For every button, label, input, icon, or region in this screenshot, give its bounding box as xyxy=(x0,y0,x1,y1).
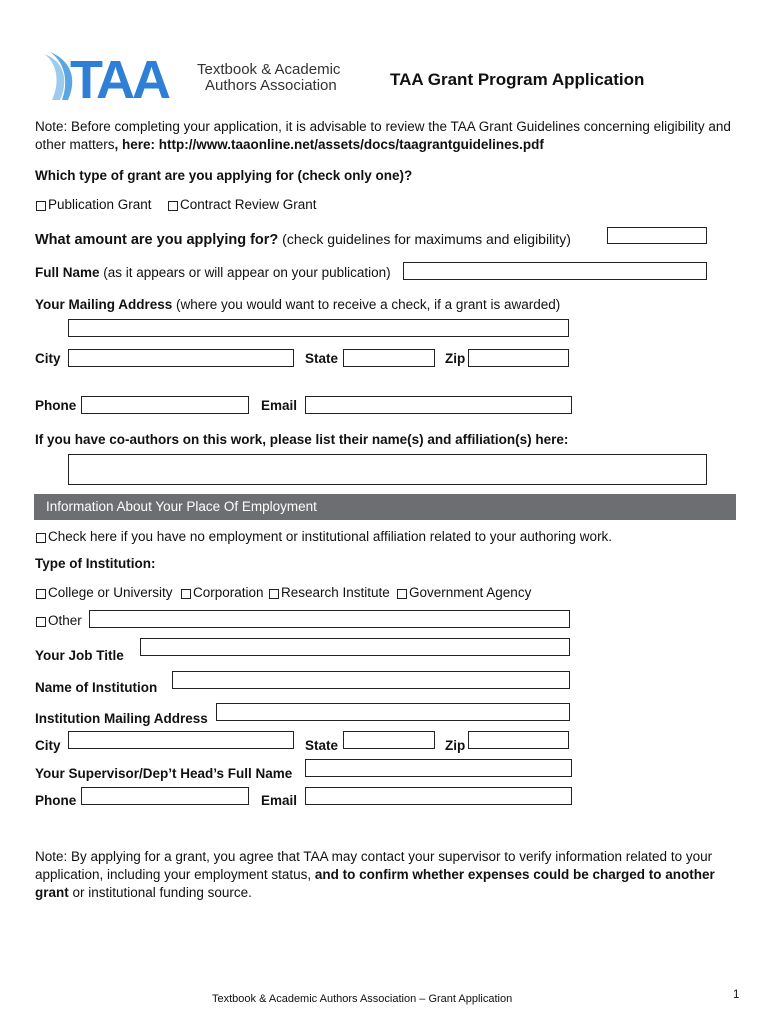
no-affiliation-option[interactable] xyxy=(36,529,612,544)
state-input[interactable] xyxy=(343,349,435,367)
institution-name-label: Name of Institution xyxy=(35,680,158,695)
city-input[interactable] xyxy=(68,349,294,367)
full-name-label-bold: Full Name xyxy=(35,265,100,280)
mailing-address-label-rest: (where you would want to receive a check, if a grant is awarded) xyxy=(172,297,561,312)
full-name-input[interactable] xyxy=(403,262,707,280)
footer-text: Textbook & Academic Authors Association – Grant Application xyxy=(212,993,513,1005)
phone-label: Phone xyxy=(35,398,77,413)
no-affiliation-checkbox[interactable] xyxy=(36,533,46,543)
employment-section-header: Information About Your Place Of Employment xyxy=(34,494,736,520)
institution-phone-input[interactable] xyxy=(81,787,249,805)
government-agency-option[interactable] xyxy=(397,585,531,600)
coauthors-label: If you have co-authors on this work, please list their name(s) and affiliation(s) here: xyxy=(35,432,569,447)
contract-review-grant-option[interactable] xyxy=(168,197,317,212)
other-label: Other xyxy=(48,613,82,628)
amount-label-bold: What amount are you applying for? xyxy=(35,232,279,248)
corporation-option[interactable] xyxy=(181,585,264,600)
institution-address-label: Institution Mailing Address xyxy=(35,711,208,726)
grant-type-question: Which type of grant are you applying for (check only one)? xyxy=(35,168,413,183)
institution-city-input[interactable] xyxy=(68,731,294,749)
other-option[interactable] xyxy=(36,613,82,628)
amount-input[interactable] xyxy=(607,227,707,244)
coauthors-input[interactable] xyxy=(68,454,707,485)
institution-phone-label: Phone xyxy=(35,793,77,808)
city-label: City xyxy=(35,351,61,366)
institution-name-input[interactable] xyxy=(172,671,570,689)
mailing-address-input[interactable] xyxy=(68,319,569,337)
state-label: State xyxy=(305,351,339,366)
publication-grant-label: Publication Grant xyxy=(48,197,152,212)
research-institute-option[interactable] xyxy=(269,585,390,600)
corporation-label: Corporation xyxy=(193,585,264,600)
institution-zip-input[interactable] xyxy=(468,731,569,749)
email-label: Email xyxy=(261,398,298,413)
college-university-option[interactable] xyxy=(36,585,173,600)
page-number: 1 xyxy=(733,989,740,1001)
college-university-checkbox[interactable] xyxy=(36,589,46,599)
zip-label: Zip xyxy=(445,351,466,366)
job-title-label: Your Job Title xyxy=(35,648,124,663)
government-agency-label: Government Agency xyxy=(409,585,532,600)
institution-city-label: City xyxy=(35,738,61,753)
logo-line-2: Authors Association xyxy=(205,77,337,94)
note-bottom xyxy=(35,848,740,902)
mailing-address-label-bold: Your Mailing Address xyxy=(35,297,173,312)
institution-state-input[interactable] xyxy=(343,731,435,749)
research-institute-label: Research Institute xyxy=(281,585,390,600)
mailing-address-label xyxy=(35,297,560,312)
note-bottom-tail: or institutional funding source. xyxy=(68,885,252,900)
corporation-checkbox[interactable] xyxy=(181,589,191,599)
institution-zip-label: Zip xyxy=(445,738,466,753)
college-university-label: College or University xyxy=(48,585,173,600)
amount-label xyxy=(35,231,571,248)
supervisor-input[interactable] xyxy=(305,759,572,777)
note-bottom-bold: and to confirm whether expenses could be charged to another grant xyxy=(35,867,715,900)
job-title-input[interactable] xyxy=(140,638,570,656)
note-top-link[interactable]: , here: http://www.taaonline.net/assets/docs/taagrantguidelines.pdf xyxy=(114,137,544,152)
publication-grant-option[interactable] xyxy=(36,197,152,212)
note-top xyxy=(35,118,740,154)
publication-grant-checkbox[interactable] xyxy=(36,201,46,211)
email-input[interactable] xyxy=(305,396,572,414)
institution-state-label: State xyxy=(305,738,339,753)
page-title: TAA Grant Program Application xyxy=(390,70,645,89)
full-name-label xyxy=(35,265,391,280)
institution-address-input[interactable] xyxy=(216,703,570,721)
logo-wordmark xyxy=(197,62,340,94)
government-agency-checkbox[interactable] xyxy=(397,589,407,599)
phone-input[interactable] xyxy=(81,396,249,414)
note-top-text: Note: Before completing your application, it is advisable to review the TAA Grant Guidelines concerning eligibility and other matters xyxy=(35,119,731,152)
logo-line-1: Textbook & Academic xyxy=(197,61,341,78)
contract-review-grant-label: Contract Review Grant xyxy=(180,197,317,212)
supervisor-label: Your Supervisor/Dep’t Head’s Full Name xyxy=(35,766,293,781)
zip-input[interactable] xyxy=(468,349,569,367)
no-affiliation-label: Check here if you have no employment or institutional affiliation related to your authoring work. xyxy=(48,529,613,544)
institution-email-input[interactable] xyxy=(305,787,572,805)
note-bottom-text: Note: By applying for a grant, you agree that TAA may contact your supervisor to verify information related to your application, including your employment status, xyxy=(35,849,713,882)
other-checkbox[interactable] xyxy=(36,617,46,627)
institution-type-label: Type of Institution: xyxy=(35,556,156,571)
full-name-label-rest: (as it appears or will appear on your publication) xyxy=(99,265,391,280)
contract-review-grant-checkbox[interactable] xyxy=(168,201,178,211)
logo-mark-text: TAA xyxy=(70,50,168,102)
taa-logo-mark xyxy=(40,48,194,102)
institution-email-label: Email xyxy=(261,793,298,808)
research-institute-checkbox[interactable] xyxy=(269,589,279,599)
other-input[interactable] xyxy=(89,610,570,628)
amount-label-rest: (check guidelines for maximums and eligibility) xyxy=(278,231,571,247)
